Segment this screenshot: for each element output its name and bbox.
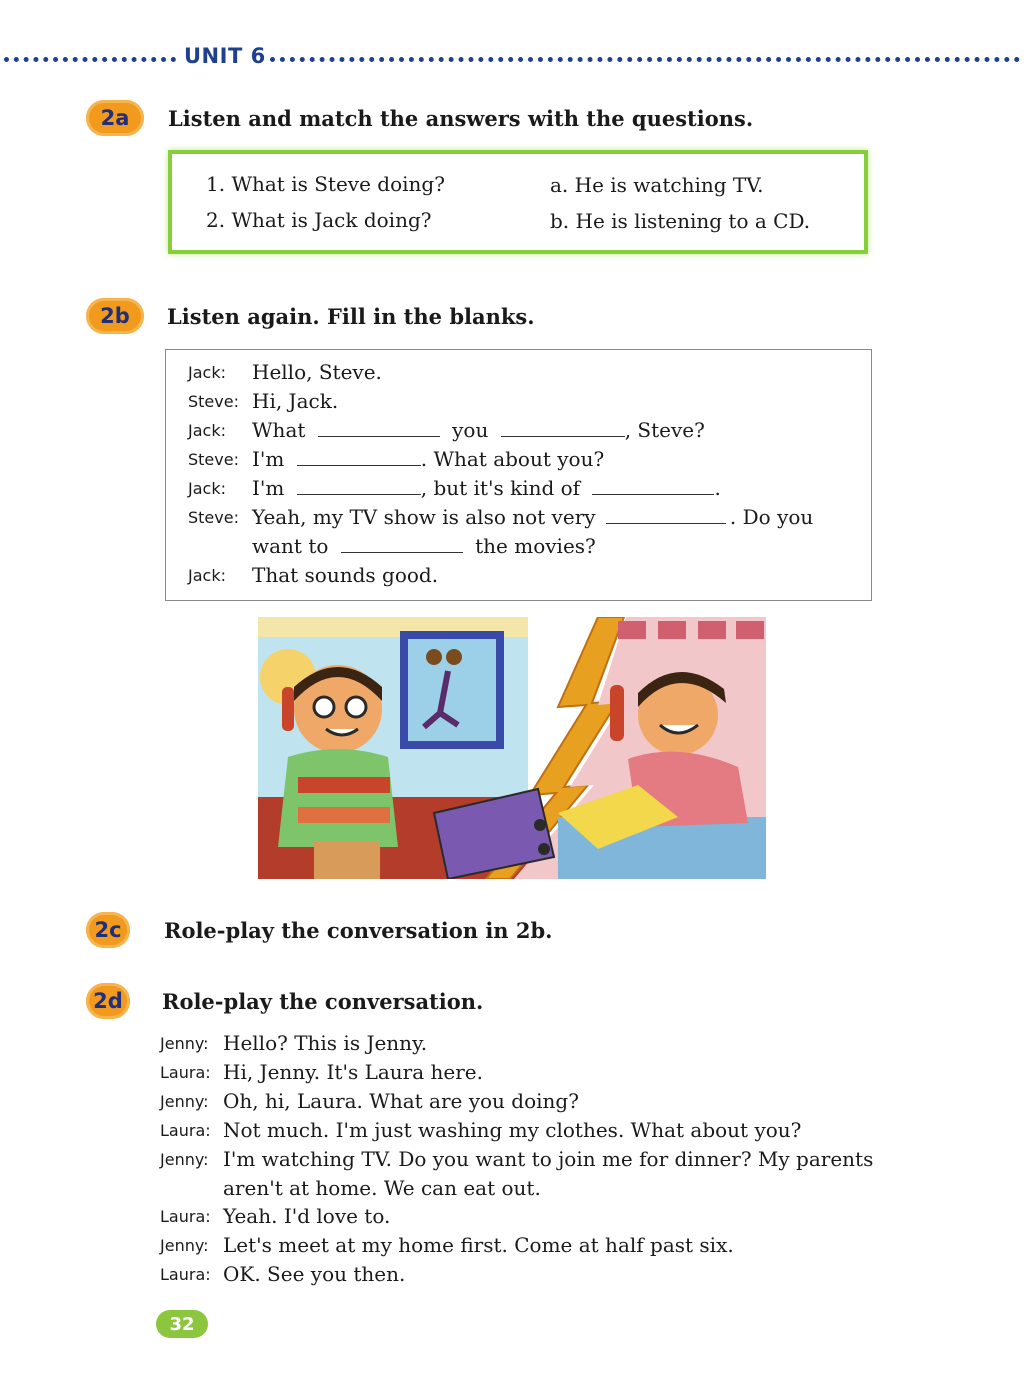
dialogue-line: Not much. I'm just washing my clothes. What about you? [223, 1118, 802, 1142]
line-text: I'm [252, 447, 285, 471]
header-dots-left [4, 57, 176, 62]
unit-label: UNIT 6 [184, 44, 266, 68]
dialogue-line: I'm watching TV. Do you want to join me for dinner? My parents [223, 1147, 874, 1171]
speaker-label: Jack: [188, 421, 226, 440]
fill-blank[interactable] [341, 536, 463, 553]
line-text: . [714, 476, 721, 500]
question-1: 1. What is Steve doing? [206, 172, 445, 196]
unit-header [0, 44, 1024, 72]
dialogue-line [252, 360, 382, 384]
fill-blank[interactable] [318, 420, 440, 437]
line-text: the movies? [475, 534, 596, 558]
dialogue-line: Let's meet at my home first. Come at half past six. [223, 1233, 734, 1257]
dialogue-line [252, 534, 596, 558]
header-dots-right [270, 57, 1020, 62]
answer-b: b. He is listening to a CD. [550, 209, 811, 233]
fill-blank[interactable] [606, 507, 726, 524]
speaker-label: Jenny: [160, 1150, 209, 1169]
line-text: What [252, 418, 306, 442]
fill-blank[interactable] [297, 478, 421, 495]
speaker-label: Laura: [160, 1207, 211, 1226]
title-2d: Role-play the conversation. [162, 989, 484, 1014]
page-number: 32 [156, 1310, 208, 1338]
badge-2b: 2b [86, 298, 144, 334]
speaker-label: Jack: [188, 363, 226, 382]
fill-blank[interactable] [297, 449, 421, 466]
title-2b: Listen again. Fill in the blanks. [167, 304, 535, 329]
speaker-label: Jenny: [160, 1034, 209, 1053]
title-2c: Role-play the conversation in 2b. [164, 918, 553, 943]
line-text: Hi, Jack. [252, 389, 339, 413]
speaker-label: Jack: [188, 479, 226, 498]
dialogue-line: aren't at home. We can eat out. [223, 1176, 541, 1200]
dialogue-line: Oh, hi, Laura. What are you doing? [223, 1089, 579, 1113]
dialogue-line: Hello? This is Jenny. [223, 1031, 428, 1055]
fill-blank[interactable] [592, 478, 714, 495]
fill-blank[interactable] [501, 420, 625, 437]
line-text: That sounds good. [252, 563, 439, 587]
line-text: . What about you? [420, 447, 605, 471]
dialogue-line [252, 418, 705, 442]
answer-a: a. He is watching TV. [550, 173, 764, 197]
badge-2d: 2d [86, 983, 130, 1019]
speaker-label: Laura: [160, 1121, 211, 1140]
dialogue-line [252, 505, 813, 529]
badge-2a: 2a [86, 100, 144, 136]
question-2: 2. What is Jack doing? [206, 208, 432, 232]
line-text: I'm [252, 476, 285, 500]
line-text: want to [252, 534, 329, 558]
dialogue-line [252, 476, 721, 500]
speaker-label: Steve: [188, 508, 239, 527]
dialogue-line: OK. See you then. [223, 1262, 406, 1286]
dialogue-line: Yeah. I'd love to. [223, 1204, 391, 1228]
dialogue-box-2b [165, 349, 872, 601]
dialogue-line [252, 389, 338, 413]
speaker-label: Jenny: [160, 1092, 209, 1111]
line-text: , but it's kind of [420, 476, 581, 500]
line-text: . Do you [729, 505, 814, 529]
speaker-label: Laura: [160, 1265, 211, 1284]
line-text: Yeah, my TV show is also not very [252, 505, 596, 529]
phone-call-illustration [258, 617, 766, 879]
dialogue-line: Hi, Jenny. It's Laura here. [223, 1060, 483, 1084]
speaker-label: Jenny: [160, 1236, 209, 1255]
speaker-label: Jack: [188, 566, 226, 585]
speaker-label: Steve: [188, 392, 239, 411]
speaker-label: Laura: [160, 1063, 211, 1082]
badge-2c: 2c [86, 912, 130, 948]
dialogue-line [252, 447, 604, 471]
dialogue-line [252, 563, 438, 587]
speaker-label: Steve: [188, 450, 239, 469]
line-text: Hello, Steve. [252, 360, 382, 384]
line-text: you [452, 418, 489, 442]
line-text: , Steve? [624, 418, 705, 442]
title-2a: Listen and match the answers with the questions. [168, 106, 754, 131]
match-box-2a [168, 150, 868, 254]
